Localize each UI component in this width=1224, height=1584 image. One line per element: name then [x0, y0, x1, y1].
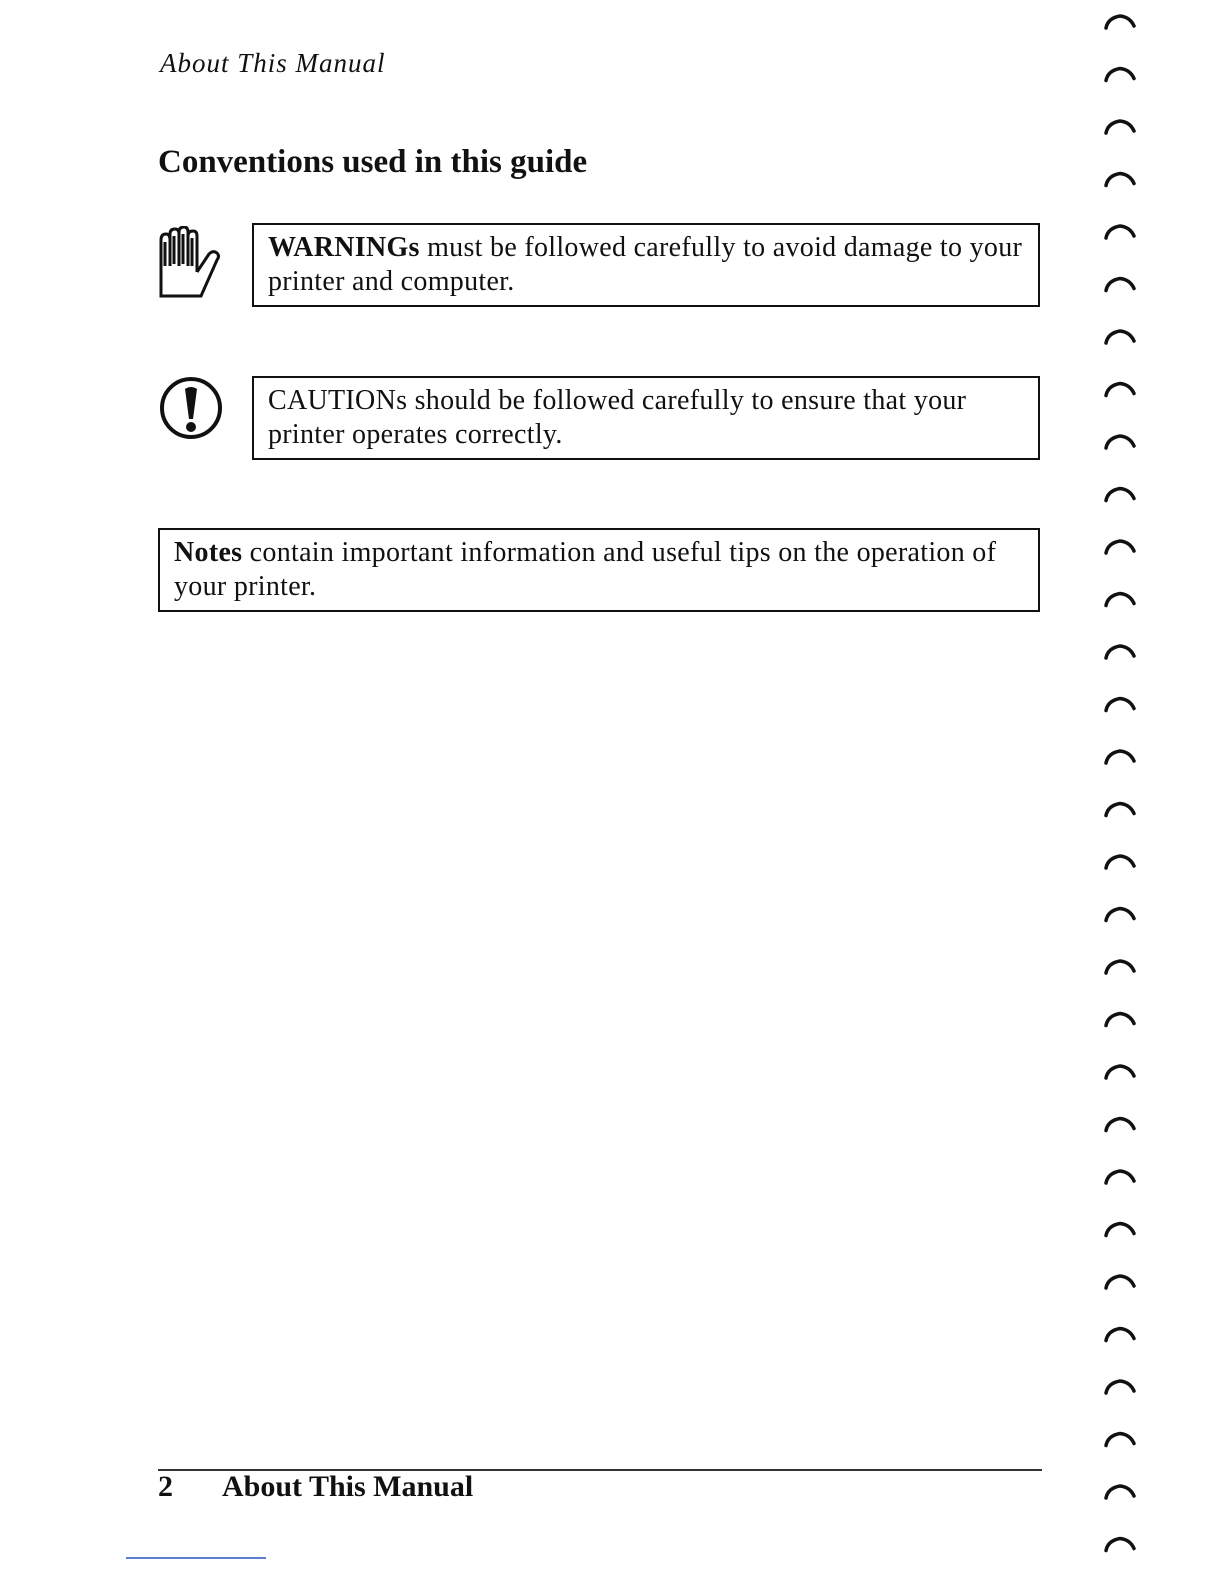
binding-hole [1106, 1381, 1134, 1393]
binding-hole [1106, 1119, 1134, 1131]
binding-hole [1106, 1014, 1134, 1026]
hand-stop-icon [157, 226, 229, 300]
binding-hole [1106, 384, 1134, 396]
binding-hole [1106, 121, 1134, 133]
scan-edge-line [126, 1557, 266, 1559]
binding-hole [1106, 174, 1134, 186]
warning-keyword: WARNINGs [268, 232, 420, 263]
binding-hole [1106, 909, 1134, 921]
binding-hole [1106, 69, 1134, 81]
binding-hole [1106, 751, 1134, 763]
binding-hole [1106, 1066, 1134, 1078]
caution-keyword: CAUTIONs [268, 385, 408, 416]
binding-hole [1106, 961, 1134, 973]
binding-hole [1106, 1329, 1134, 1341]
binding-hole [1106, 436, 1134, 448]
exclamation-circle-icon [158, 375, 224, 441]
page-number: 2 [158, 1470, 173, 1503]
note-text: contain important information and useful tips on the operation of your printer. [174, 537, 997, 602]
binding-hole [1106, 226, 1134, 238]
note-box [158, 528, 1040, 612]
binding-hole [1106, 331, 1134, 343]
binding-hole [1106, 1171, 1134, 1183]
section-title: Conventions used in this guide [158, 144, 588, 180]
spiral-binding-icon [1100, 0, 1144, 1584]
binding-hole [1106, 279, 1134, 291]
note-keyword: Notes [174, 537, 243, 568]
binding-hole [1106, 594, 1134, 606]
binding-hole [1106, 1539, 1134, 1551]
binding-hole [1106, 646, 1134, 658]
binding-hole [1106, 489, 1134, 501]
binding-hole [1106, 16, 1134, 28]
caution-text: should be followed carefully to ensure that your printer operates correctly. [268, 385, 967, 450]
binding-hole [1106, 804, 1134, 816]
binding-hole [1106, 1224, 1134, 1236]
binding-hole [1106, 1486, 1134, 1498]
warning-box [252, 223, 1040, 307]
binding-hole [1106, 699, 1134, 711]
binding-hole [1106, 1434, 1134, 1446]
binding-hole [1106, 856, 1134, 868]
running-head: About This Manual [160, 48, 386, 78]
caution-box [252, 376, 1040, 460]
binding-hole [1106, 541, 1134, 553]
binding-hole [1106, 1276, 1134, 1288]
warning-text: must be followed carefully to avoid damage to your printer and computer. [268, 232, 1023, 297]
footer-title: About This Manual [222, 1470, 474, 1503]
